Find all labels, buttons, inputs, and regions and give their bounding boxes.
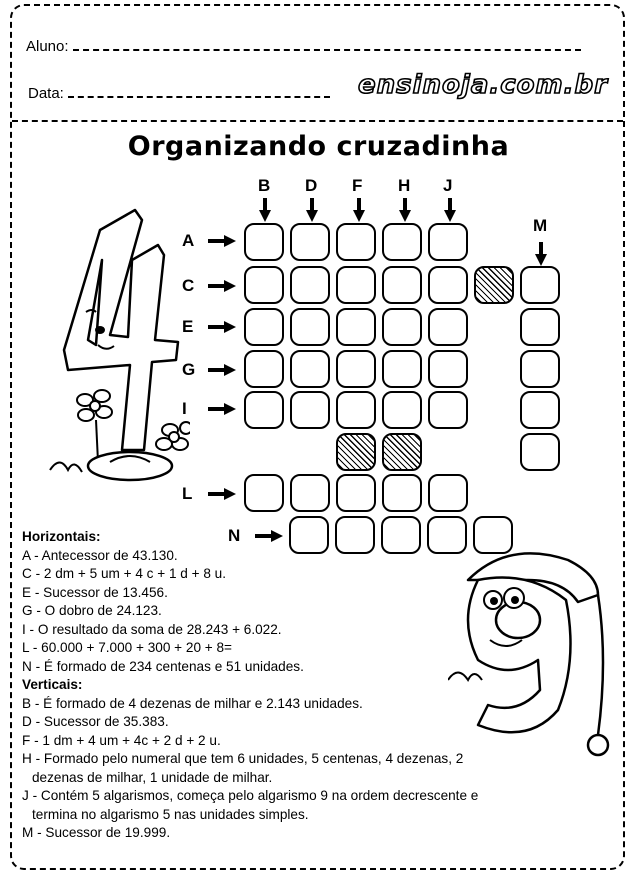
down-label-f: F	[352, 176, 363, 195]
header-divider	[12, 120, 623, 122]
student-name-line[interactable]	[73, 39, 581, 51]
vertical-clue: F - 1 dm + 4 um + 4c + 2 d + 2 u.	[22, 732, 221, 748]
date-field[interactable]	[28, 85, 330, 102]
crossword-cell[interactable]	[382, 391, 422, 429]
crossword-cell[interactable]	[290, 474, 330, 512]
date-line[interactable]	[68, 86, 330, 98]
vertical-clue: H - Formado pelo numeral que tem 6 unidades, 5 centenas, 4 dezenas, 2	[22, 751, 464, 766]
crossword-cell[interactable]	[520, 308, 560, 346]
crossword-cell[interactable]	[428, 474, 468, 512]
crossword-cell[interactable]	[290, 223, 330, 261]
crossword-cell[interactable]	[336, 474, 376, 512]
down-arrow-icon	[353, 198, 365, 222]
across-label-e: E	[182, 317, 194, 336]
crossword-cell[interactable]	[428, 308, 468, 346]
vertical-clue: M - Sucessor de 19.999.	[22, 825, 171, 840]
vertical-clue-continuation: dezenas de milhar, 1 unidade de milhar.	[32, 769, 273, 785]
horizontal-clue: G - O dobro de 24.123.	[22, 603, 162, 618]
crossword-cell[interactable]	[336, 266, 376, 304]
crossword-cell[interactable]	[336, 223, 376, 261]
shaded-block	[474, 266, 514, 304]
horizontal-clue: L - 60.000 + 7.000 + 300 + 20 + 8=	[22, 640, 232, 655]
crossword-cell[interactable]	[336, 308, 376, 346]
crossword-cell[interactable]	[382, 266, 422, 304]
across-label-a: A	[182, 231, 195, 250]
crossword-cell[interactable]	[520, 350, 560, 388]
across-label-i: I	[182, 399, 187, 418]
student-name-label: Aluno:	[26, 38, 69, 55]
date-label: Data:	[28, 85, 64, 102]
crossword-cell[interactable]	[244, 350, 284, 388]
down-arrow-icon	[444, 198, 456, 222]
down-label-d: D	[305, 176, 318, 195]
down-label-b: B	[258, 176, 271, 195]
crossword-cell[interactable]	[382, 350, 422, 388]
crossword-cell[interactable]	[336, 350, 376, 388]
crossword-cell[interactable]	[244, 266, 284, 304]
crossword-cell[interactable]	[428, 350, 468, 388]
crossword-cell[interactable]	[244, 474, 284, 512]
down-arrow-icon	[306, 198, 318, 222]
horizontal-clue: C - 2 dm + 5 um + 4 c + 1 d + 8 u.	[22, 566, 227, 581]
brand-logo: ensinoja.com.br	[358, 70, 608, 100]
down-label-m: M	[533, 216, 548, 235]
right-arrow-icon	[208, 364, 236, 376]
crossword-cell[interactable]	[244, 308, 284, 346]
across-label-n: N	[228, 526, 241, 545]
crossword-cell[interactable]	[290, 350, 330, 388]
vertical-clue: J - Contém 5 algarismos, começa pelo algarismo 9 na ordem decrescente e	[22, 788, 479, 803]
right-arrow-icon	[208, 403, 236, 415]
crossword-cell[interactable]	[520, 266, 560, 304]
down-label-h: H	[398, 176, 411, 195]
crossword-cell[interactable]	[520, 433, 560, 471]
horizontal-clue: E - Sucessor de 13.456.	[22, 584, 168, 600]
horizontal-clue: A - Antecessor de 43.130.	[22, 547, 178, 563]
right-arrow-icon	[208, 235, 236, 247]
clues-section	[22, 528, 614, 843]
down-arrow-icon	[535, 242, 547, 266]
crossword-cell[interactable]	[244, 391, 284, 429]
student-name-field[interactable]	[26, 38, 581, 55]
page-title: Organizando cruzadinha	[127, 131, 510, 162]
across-label-g: G	[182, 360, 196, 379]
down-label-j: J	[443, 176, 453, 195]
vertical-heading: Verticais:	[22, 677, 83, 692]
across-label-l: L	[182, 484, 193, 503]
crossword-cell[interactable]	[382, 474, 422, 512]
down-arrow-icon	[399, 198, 411, 222]
vertical-clue: D - Sucessor de 35.383.	[22, 714, 169, 729]
crossword-cell[interactable]	[336, 391, 376, 429]
across-label-c: C	[182, 276, 195, 295]
horizontal-clue: I - O resultado da soma de 28.243 + 6.022.	[22, 621, 282, 637]
crossword-cell[interactable]	[428, 266, 468, 304]
right-arrow-icon	[208, 280, 236, 292]
vertical-clue: B - É formado de 4 dezenas de milhar e 2.143 unidades.	[22, 695, 363, 711]
shaded-block	[382, 433, 422, 471]
shaded-block	[336, 433, 376, 471]
number-four-illustration	[40, 200, 190, 500]
right-arrow-icon	[208, 488, 236, 500]
crossword-cell[interactable]	[290, 308, 330, 346]
crossword-cell[interactable]	[428, 223, 468, 261]
horizontal-clue: N - É formado de 234 centenas e 51 unidades.	[22, 658, 304, 674]
crossword-cell[interactable]	[244, 223, 284, 261]
crossword-cell[interactable]	[290, 391, 330, 429]
crossword-cell[interactable]	[428, 391, 468, 429]
right-arrow-icon	[208, 321, 236, 333]
crossword-cell[interactable]	[382, 308, 422, 346]
down-arrow-icon	[259, 198, 271, 222]
vertical-clue-continuation: termina no algarismo 5 nas unidades simples.	[32, 806, 309, 822]
crossword-cell[interactable]	[290, 266, 330, 304]
crossword-cell[interactable]	[520, 391, 560, 429]
crossword-cell[interactable]	[382, 223, 422, 261]
horizontal-heading: Horizontais:	[22, 529, 101, 544]
